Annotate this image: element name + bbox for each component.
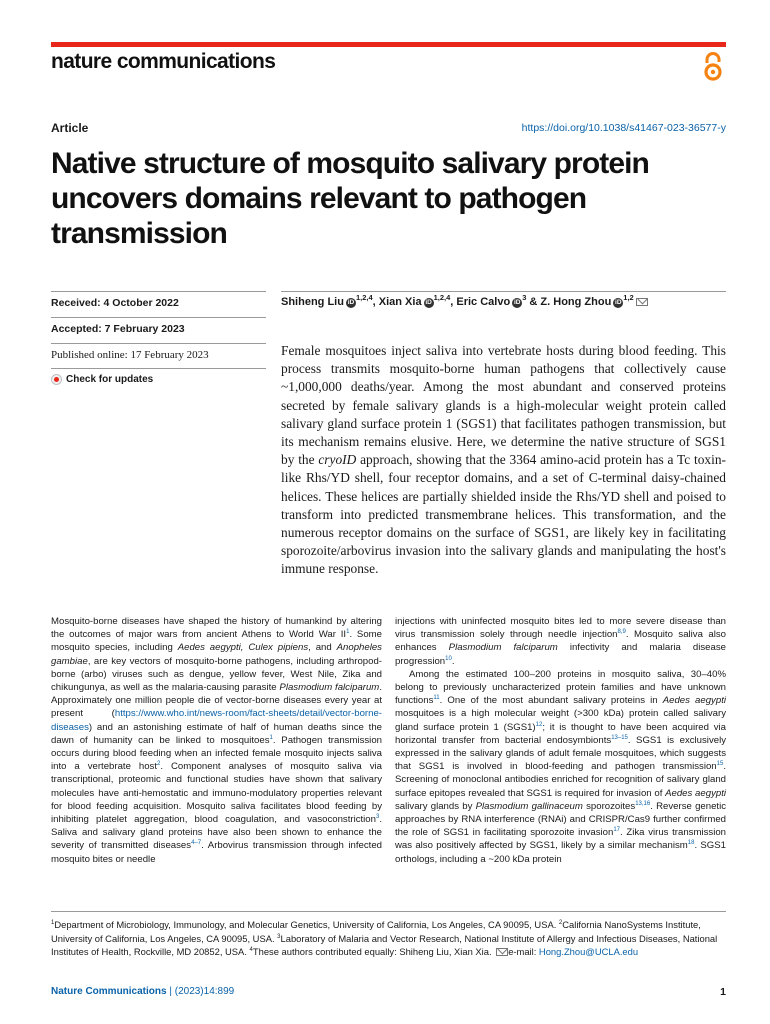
who-link[interactable]: https://www.who.int/news-room/fact-sheets/detail/vector-borne-diseases	[51, 708, 382, 733]
citation-ref[interactable]: 13–15	[611, 734, 628, 741]
affiliations: $^1$Department of Microbiology, Immunology, and Molecular Genetics, University of California, Los Angeles, CA 90095, USA. $^2$California NanoSystems Institute, University of California, Los Angeles, CA 90095, USA. $^3$Laboratory of Malaria and Vector Research, National Institute of Allergy and Infectious Diseases, National Institutes of Health, Rockville, MD 20852, USA. $^4$These authors contributed equally: Shiheng Liu, Xian Xia. e-mail: Hong.Zhou@UCLA.edu	[51, 919, 718, 958]
author-affiliation: 1,2,4	[355, 293, 373, 302]
citation-ref[interactable]: 2	[157, 761, 161, 768]
body-column-left	[51, 615, 382, 866]
body-column-right	[395, 615, 726, 866]
author-name[interactable]: Eric Calvo	[456, 296, 511, 308]
divider	[51, 368, 266, 369]
divider	[51, 291, 266, 292]
body-paragraph: injections with uninfected mosquito bites led to more severe disease than virus transmission solely through needle injection$^{8,9}$. Mosquito saliva also enhances Plasmodium falciparum infectivity and malaria disease progression$^{10}$.	[395, 616, 727, 667]
divider	[51, 343, 266, 344]
citation-ref[interactable]: 8,9	[617, 629, 626, 636]
email-icon[interactable]	[636, 298, 648, 306]
abstract: Female mosquitoes inject saliva into vertebrate hosts during blood feeding. This process transmits mosquito-borne human pathogens that collectively cause ~1,000,000 deaths/year. Among the most abundant and conserved proteins secreted by female salivary glands is a high-molecular weight protein called salivary gland surface protein 1 (SGS1) that facilitates pathogen transmission, but its mechanism remains elusive. Here, we determine the native structure of SGS1 by the cryoID approach, showing that the 3364 amino-acid protein has a Tc toxin-like Rhs/YD shell, four receptor domains, and a set of C-terminal daisy-chained helices. These helices are partially shielded inside the Rhs/YD shell and poised to transform into predicted transmembrane helices. This transformation, and the numerous receptor domains on the surface of SGS1, are likely key in facilitating sporozoite/arbovirus invasion into the salivary glands and manipulating the host's immune response.	[281, 343, 726, 577]
author-name[interactable]: Shiheng Liu	[281, 296, 344, 308]
page-number: 1	[720, 986, 726, 998]
orcid-icon[interactable]: iD	[513, 299, 521, 306]
orcid-icon[interactable]: iD	[347, 299, 355, 306]
journal-name: nature communications	[51, 50, 276, 73]
citation-ref[interactable]: 4–7	[191, 840, 202, 847]
email-link[interactable]: Hong.Zhou@UCLA.edu	[538, 946, 639, 958]
open-access-icon[interactable]	[702, 52, 724, 82]
orcid-icon[interactable]: iD	[615, 299, 622, 306]
citation-ref[interactable]: 1	[346, 629, 350, 636]
citation-ref[interactable]: 11	[433, 695, 440, 702]
journal-accent-bar	[51, 42, 726, 47]
divider	[51, 317, 266, 318]
accepted-date: Accepted: 7 February 2023	[51, 323, 185, 335]
orcid-icon[interactable]: iD	[425, 299, 432, 306]
footer-citation: Nature Communications | (2023)14:899	[51, 986, 235, 997]
footnote-divider	[51, 911, 726, 912]
author-affiliation: 1,2,4	[433, 293, 451, 302]
citation-ref[interactable]: 18	[687, 840, 695, 847]
body-paragraph: Mosquito-borne diseases have shaped the history of humankind by altering the outcomes of major wars from ancient Athens to World War II$^1$. Some mosquito species, including Aedes aegypti, Culex pipiens, and Anopheles gambiae, are key vectors of mosquito-borne pathogens, including arthropod-borne (arbo) viruses such as dengue, yellow fever, West Nile, Zika and chikungunya, as well as the malaria-causing parasite Plasmodium falciparum. Approximately one million people die of vector-borne diseases every year at present (https://www.who.int/news-room/fact-sheets/detail/vector-borne-diseases) and an astonishing estimate of half of human deaths since the dawn of humanity can be linked to mosquitoes$^1$. Pathogen transmission occurs during blood feeding when an infected female mosquito injects saliva into a vertebrate host$^2$. Component analyses of mosquito saliva via transcriptional, proteomic and functional studies have shown that salivary molecules have anti-hemostatic and immuno-modulatory properties relevant for blood feeding acquisition. Mosquito saliva facilitates blood feeding by inhibiting platelet aggregation, blood coagulation, and vasoconstriction$^3$. Saliva and salivary gland proteins have also been shown to enhance the severity of transmitted diseases$^{4-7}$. Arbovirus transmission through infected mosquito bites or needle	[51, 616, 382, 865]
citation-ref[interactable]: 15	[716, 761, 724, 768]
check-for-updates-button[interactable]	[51, 374, 153, 385]
article-type: Article	[51, 121, 89, 135]
author-affiliation: 1,2	[623, 293, 634, 302]
citation-ref[interactable]: 12	[535, 721, 543, 728]
email-icon	[496, 948, 508, 956]
citation-ref[interactable]: 17	[613, 827, 621, 834]
body-paragraph: Among the estimated 100–200 proteins in mosquito saliva, 30–40% belong to previously uncharacterized protein families and have unknown functions$^{11}$. One of the most abundant salivary proteins in Aedes aegypti mosquitoes is a high molecular weight (>300 kDa) protein called salivary gland surface protein 1 (SGS1)$^{12}$; it is thought to have been acquired via horizontal transfer from bacterial endosymbionts$^{13-15}$. SGS1 is exclusively expressed in the salivary glands of adult female mosquitoes, which suggests that SGS1 is involved in blood-feeding and pathogen transmission$^{15}$. Screening of monoclonal antibodies enriched for recognition of salivary gland surface epitopes revealed that SGS1 is required for invasion of Aedes aegypti salivary glands by Plasmodium gallinaceum sporozoites$^{13,16}$. Reverse genetic approaches by RNA interference (RNAi) and CRISPR/Cas9 further confirmed the role of SGS1 in facilitating sporozoite invasion$^{17}$. Zika virus transmission was also positively affected by SGS1, likely by a similar mechanism$^{18}$. SGS1 orthologs, including a ~200 kDa protein	[395, 668, 727, 865]
divider	[281, 291, 726, 292]
footer-journal[interactable]: Nature Communications	[51, 986, 167, 997]
article-title: Native structure of mosquito salivary protein uncovers domains relevant to pathogen transmission	[51, 147, 649, 250]
author-affiliation: 3	[522, 293, 527, 302]
author-name[interactable]: Xian Xia	[378, 296, 422, 308]
citation-ref[interactable]: 13,16	[635, 800, 651, 807]
check-updates-label: Check for updates	[66, 374, 154, 385]
citation-ref[interactable]: 1	[269, 734, 273, 741]
author-name[interactable]: Z. Hong Zhou	[540, 296, 612, 308]
doi-link[interactable]: https://doi.org/10.1038/s41467-023-36577-y	[521, 122, 726, 134]
check-updates-icon	[51, 374, 62, 385]
author-list: Shiheng Liu iD$^{1,2,4}$, Xian Xia iD$^{1,2,4}$, Eric Calvo $iD^3$ & Z. Hong Zhou iD$^{1,2}$	[281, 296, 648, 308]
published-date: Published online: 17 February 2023	[51, 349, 209, 361]
citation-ref[interactable]: 10	[445, 655, 452, 662]
citation-ref[interactable]: 3	[375, 814, 380, 821]
received-date: Received: 4 October 2022	[51, 297, 179, 309]
